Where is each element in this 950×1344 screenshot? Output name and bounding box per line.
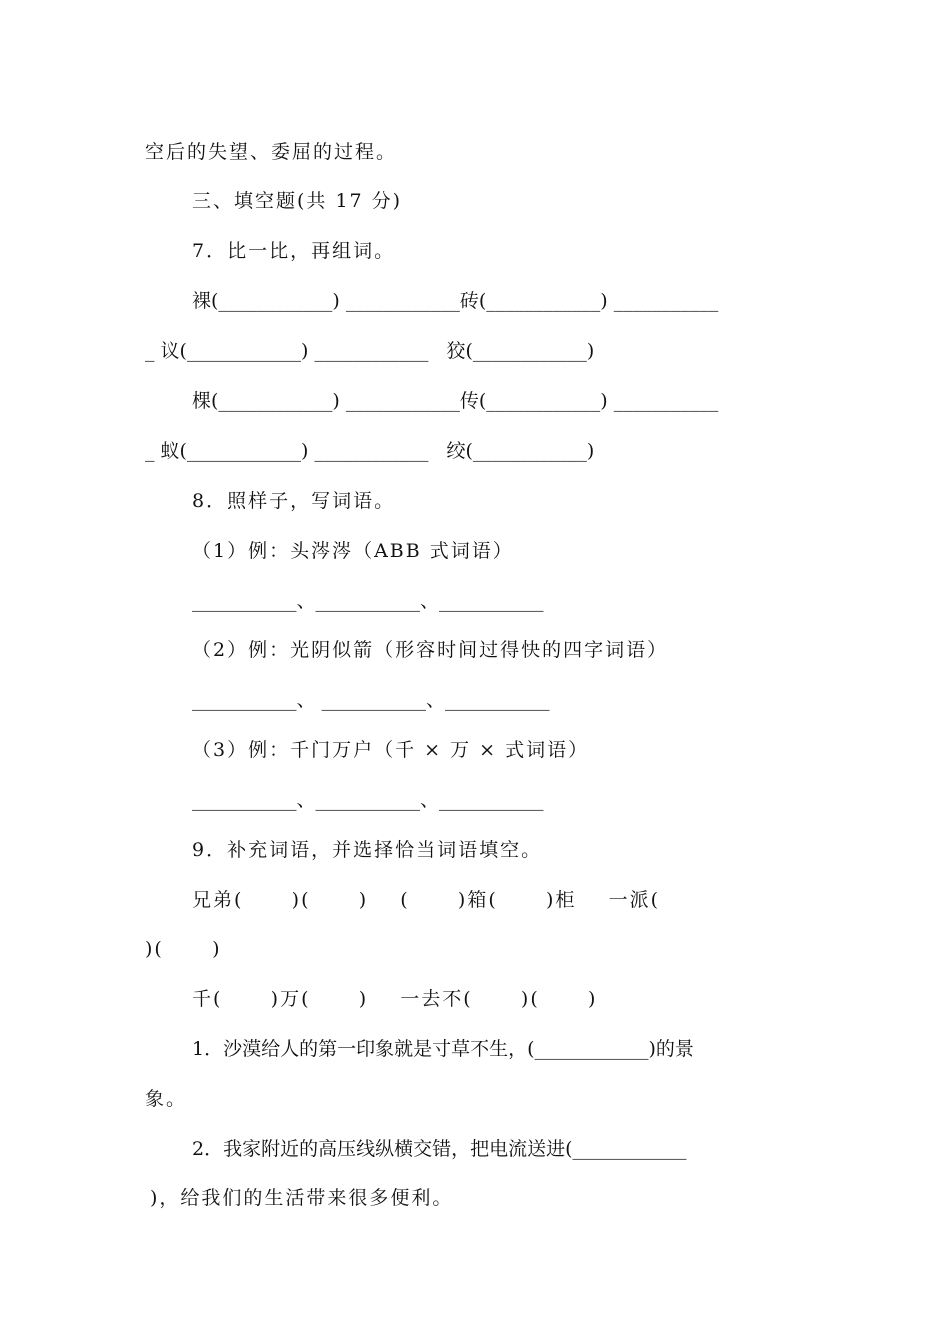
question-7: 7．比一比，再组词。 (192, 240, 396, 262)
text-line: 空后的失望、委屈的过程。 (145, 141, 398, 163)
question-7-row-1: 裸(____________) ____________砖(____________) ___________ (192, 290, 719, 312)
question-8: 8．照样子，写词语。 (192, 490, 396, 512)
question-9-row-1-cont: )( ) (145, 938, 222, 960)
sentence-1-cont: 象。 (145, 1088, 188, 1110)
question-7-row-3: 棵(____________) ____________传(____________) ___________ (192, 390, 719, 412)
sentence-2: 2．我家附近的高压线纵横交错，把电流送进(____________ (192, 1138, 687, 1160)
question-9: 9．补充词语，并选择恰当词语填空。 (192, 839, 543, 861)
question-9-row-1: 兄弟( )( ) ( )箱( )柜 一派( (192, 889, 660, 911)
question-8-part-2: （2）例：光阴似箭（形容时间过得快的四字词语） (192, 639, 669, 661)
answer-blanks: ___________、___________、___________ (192, 590, 544, 612)
question-7-row-2: _ 议(____________) ____________ 狡(____________) (145, 340, 595, 362)
sentence-1: 1．沙漠给人的第一印象就是寸草不生，(____________)的景 (192, 1038, 694, 1060)
answer-blanks: ___________、 ___________、___________ (192, 689, 550, 711)
section-heading: 三、填空题(共 17 分) (192, 190, 403, 212)
question-9-row-2: 千( )万( ) 一去不( )( ) (192, 988, 598, 1010)
question-8-part-1: （1）例：头涔涔（ABB 式词语） (192, 540, 514, 562)
question-7-row-4: _ 蚁(____________) ____________ 绞(____________) (145, 440, 595, 462)
question-8-part-3: （3）例：千门万户（千 × 万 × 式词语） (192, 739, 590, 761)
sentence-2-cont: )，给我们的生活带来很多便利。 (150, 1187, 454, 1209)
answer-blanks: ___________、___________、___________ (192, 789, 544, 811)
